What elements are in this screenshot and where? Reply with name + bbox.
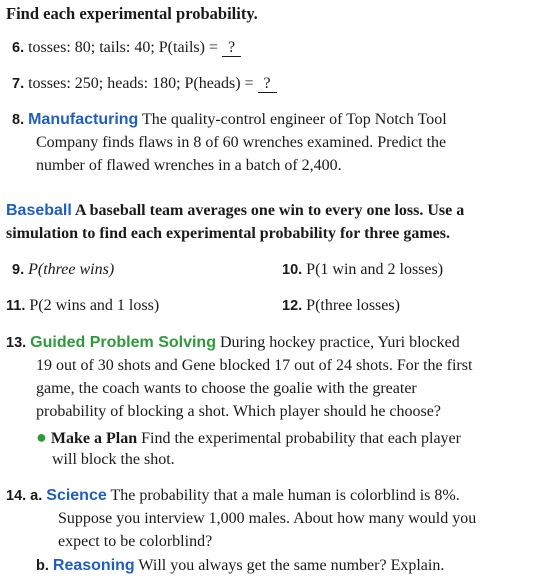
exercise-text: P(three wins) [28,261,115,278]
topic-keyword: Manufacturing [28,111,139,128]
section-heading: Find each experimental probability. [6,4,258,23]
intro-line: simulation to find each experimental probability for three games. [6,225,450,242]
exercise-number: 7. [12,76,25,92]
exercise-14a [6,486,460,506]
exercise-text-line: number of flawed wrenches in a batch of 2,400. [36,157,342,174]
exercise-12 [282,296,400,316]
make-a-plan [36,427,461,449]
exercise-text-line: Company finds flaws in 8 of 60 wrenches examined. Predict the [36,134,447,151]
exercise-text-line: During hockey practice, Yuri blocked [219,334,460,351]
answer-blank: ? [258,76,277,93]
exercise-text: tosses: 80; tails: 40; [28,39,155,56]
exercise-number: 13. [6,335,27,351]
topic-keyword: Reasoning [52,557,135,574]
exercise-number: 11. [6,298,26,314]
exercise-text: P(2 wins and 1 loss) [29,297,160,314]
exercise-number: 10. [282,262,303,278]
topic-keyword: Science [46,487,107,504]
exercise-6 [12,38,241,58]
exercise-13 [6,333,460,353]
topic-keyword: Guided Problem Solving [30,334,216,351]
exercise-text: P(1 win and 2 losses) [306,261,444,278]
exercise-text-line: probability of blocking a shot. Which player should he choose? [36,403,441,420]
plan-text-line: will block the shot. [52,451,175,468]
exercise-text: P(three losses) [306,297,400,314]
bullet-icon: ● [36,427,47,447]
exercise-8 [12,110,447,130]
part-label: b. [36,558,49,574]
exercise-number: 9. [12,262,25,278]
exercise-number: 6. [12,40,25,56]
intro-line: A baseball team averages one win to every one loss. Use a [74,202,465,219]
exercise-text-line: game, the coach wants to choose the goalie with the greater [36,380,417,397]
probability-expression: P(tails) = [158,39,219,56]
answer-blank: ? [222,40,241,57]
exercise-number: 8. [12,112,25,128]
exercise-14b [36,556,444,576]
exercise-10 [282,260,443,280]
probability-expression: P(heads) = [184,75,254,92]
exercise-text-line: 19 out of 30 shots and Gene blocked 17 out of 24 shots. For the first [36,357,473,374]
exercise-text-line: Suppose you interview 1,000 males. About how many would you [58,510,477,527]
exercise-text-line: The probability that a male human is colorblind is 8%. [110,487,460,504]
exercise-11 [6,296,159,316]
topic-keyword: Baseball [6,202,72,219]
exercise-text: tosses: 250; heads: 180; [28,75,181,92]
exercise-9 [12,260,114,280]
exercise-number: 12. [282,298,303,314]
baseball-intro [6,201,464,221]
exercise-text-line: expect to be colorblind? [58,533,213,550]
plan-label: Make a Plan [50,430,138,447]
part-label: a. [30,488,43,504]
exercise-number: 14. [6,488,27,504]
exercise-text-line: The quality-control engineer of Top Notch Tool [142,111,447,128]
exercise-7 [12,74,277,94]
plan-text-line: Find the experimental probability that each player [141,430,461,447]
exercise-text-line: Will you always get the same number? Explain. [138,557,445,574]
